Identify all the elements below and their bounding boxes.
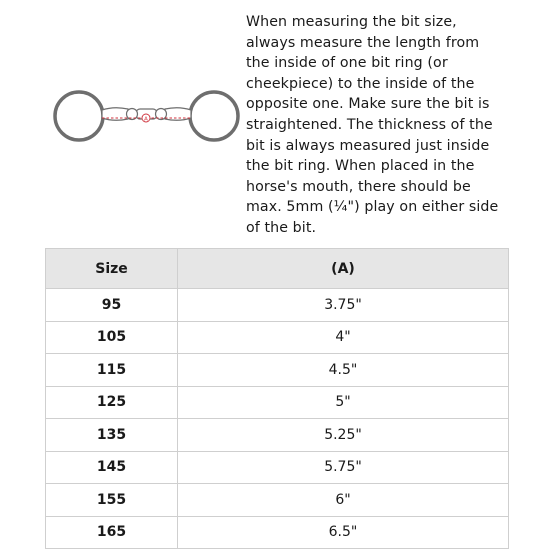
size-cell: 95 [46,289,178,322]
size-cell: 145 [46,451,178,484]
right-bit-ring [190,92,238,140]
a-cell: 4" [178,321,509,354]
left-bit-ring [55,92,103,140]
size-cell: 125 [46,386,178,419]
table-row [46,451,509,484]
size-cell: 135 [46,419,178,452]
a-cell: 3.75" [178,289,509,322]
a-cell: 6" [178,484,509,517]
measuring-instructions: When measuring the bit size, always measure the length from the inside of one bit ring (or cheekpiece) to the inside of the opposite one. Make sure the bit is straightened. The thickness of the bit is always measured just inside the bit ring. When placed in the horse's mouth, there should be max. 5mm (¼") play on either side of the bit. [246,14,499,236]
a-cell: 5" [178,386,509,419]
table-header-row [46,249,509,289]
table-row [46,386,509,419]
table-row [46,516,509,549]
a-cell: 5.25" [178,419,509,452]
size-table [45,248,509,549]
a-cell: 5.75" [178,451,509,484]
column-header-a: (A) [178,249,509,289]
size-cell: 105 [46,321,178,354]
table-row [46,354,509,387]
table-row [46,484,509,517]
bit-diagram [44,66,254,176]
size-cell: 155 [46,484,178,517]
column-header-size: Size [46,249,178,289]
mouthpiece-right [165,108,191,121]
size-cell: 115 [46,354,178,387]
size-cell: 165 [46,516,178,549]
a-cell: 6.5" [178,516,509,549]
table-row [46,289,509,322]
table-row [46,419,509,452]
a-cell: 4.5" [178,354,509,387]
table-row [46,321,509,354]
measurement-marker-label: A [144,116,148,123]
mouthpiece-left [102,108,128,121]
